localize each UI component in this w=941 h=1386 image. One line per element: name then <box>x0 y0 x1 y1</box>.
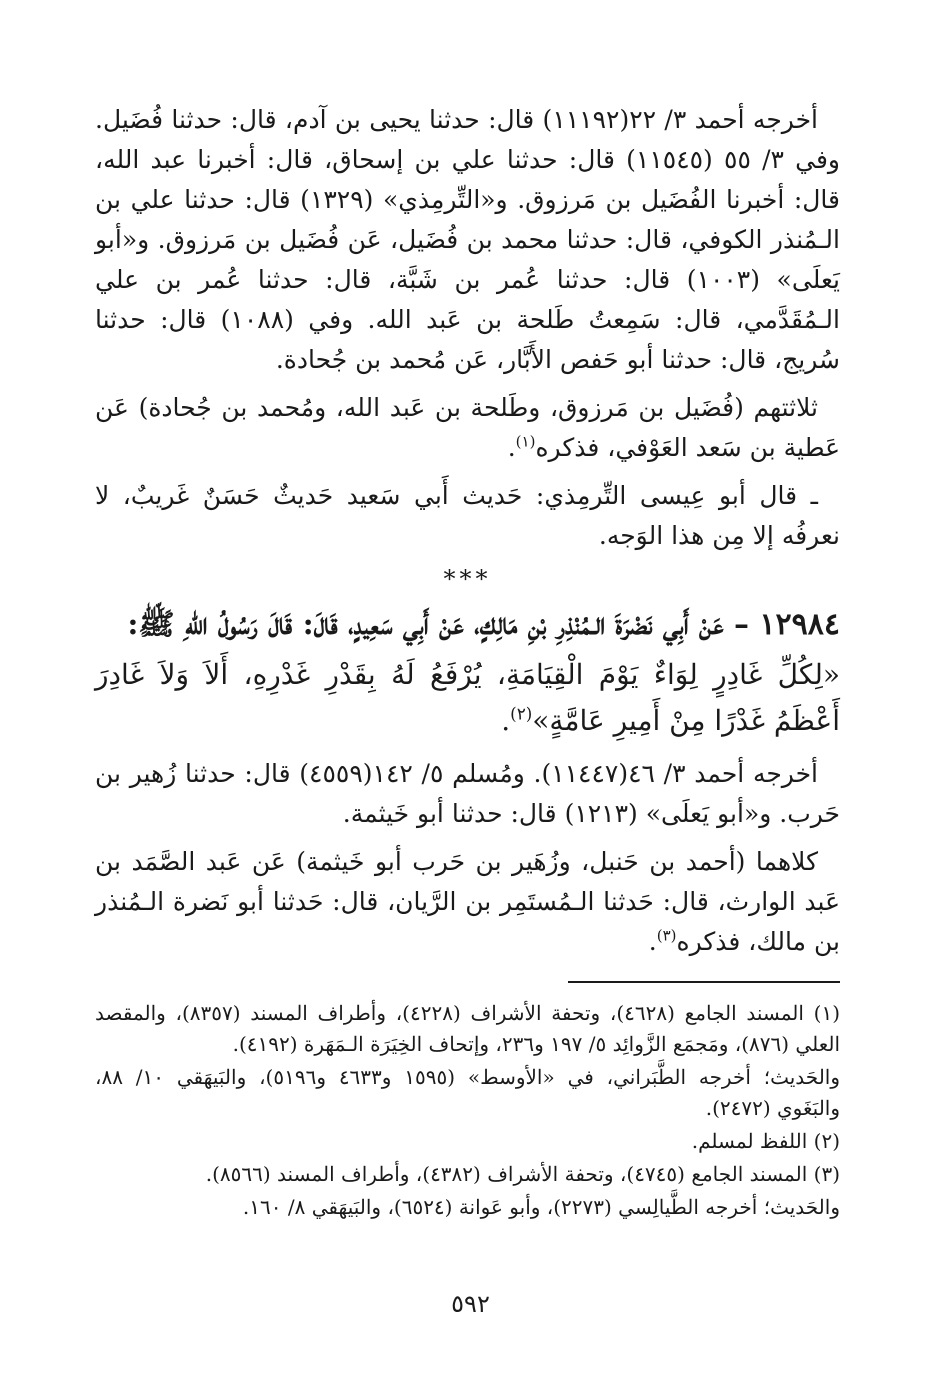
paragraph-2-text: ثلاثتهم (فُضَيل بن مَرزوق، وطَلحة بن عَبد الله، ومُحمد بن جُحادة) عَن عَطية بن سَعد العَوْفي، فذكره <box>95 393 840 462</box>
section-separator: *** <box>443 565 492 593</box>
footnote-1: (١) المسند الجامع (٤٦٢٨)، وتحفة الأشراف (٤٢٢٨)، وأطراف المسند (٨٣٥٧)، والمقصد العلي (٨٧٦)، ومَجمَع الزَّوائِد ٥/ ١٩٧ و٢٣٦، وإتحاف الخِيَرَة الـمَهَرة (٤١٩٢). <box>95 1001 841 1056</box>
footnote-ref-3[interactable]: (٣) <box>656 926 677 945</box>
takhrij-paragraph-4 <box>95 842 840 962</box>
takhrij-paragraph-1: أخرجه أحمد ٣/ ٢٢(١١١٩٢) قال: حدثنا يحيى بن آدم، قال: حدثنا فُضَيل. وفي ٣/ ٥٥ (١١٥٤٥) قال: حدثنا علي بن إسحاق، قال: أخبرنا عبد الله، قال: أخبرنا الفُضَيل بن مَرزوق. و«التِّرمِذي» (١٣٢٩) قال: حدثنا علي بن الـمُنذر الكوفي، قال: حدثنا محمد بن فُضَيل، عَن فُضَيل بن مَرزوق. و«أبو يَعلَى» (١٠٠٣) قال: حدثنا عُمر بن شَبَّة، قال: حدثنا عُمر بن علي الـمُقَدَّمي، قال: سَمِعتُ طَلحة بن عَبد الله. وفي (١٠٨٨) قال: حدثنا سُريج، قال: حدثنا أبو حَفص الأَبَّار، عَن مُحمد بن جُحادة. <box>95 105 841 374</box>
footnote-2: (٢) اللفظ لمسلم. <box>691 1129 840 1153</box>
footnote-ref-2[interactable]: (٢) <box>510 703 533 724</box>
takhrij-paragraph-2 <box>95 388 840 468</box>
footnote-ref-1[interactable]: (١) <box>515 432 536 451</box>
footnote-divider <box>568 981 840 983</box>
paragraph-2-end: . <box>507 433 516 462</box>
footnote-3-continuation: والحَديث؛ أخرجه الطَّيالِسي (٢٢٧٣)، وأبو عَوانة (٦٥٢٤)، والبَيهَقي ٨/ ١٦٠. <box>242 1195 840 1219</box>
takhrij-paragraph-3: أخرجه أحمد ٣/ ٤٦(١١٤٤٧). ومُسلم ٥/ ١٤٢(٤٥٥٩) قال: حدثنا زُهير بن حَرب. و«أبو يَعلَى» (١٢١٣) قال: حدثنا أبو خَيثمة. <box>95 759 840 828</box>
tirmidhi-comment: ـ قال أبو عِيسى التِّرمِذي: حَديث أَبي سَعيد حَديثٌ حَسَنٌ غَريبٌ، لا نعرفُه إلا مِن هذا الوَجه. <box>95 481 840 550</box>
hadith-matn: «لِكُلِّ غَادِرٍ لِوَاءٌ يَوْمَ الْقِيَامَةِ، يُرْفَعُ لَهُ بِقَدْرِ غَدْرِهِ، أَلاَ وَلاَ غَادِرَ أَعْظَمُ غَدْرًا مِنْ أَمِيرِ عَامَّةٍ» <box>95 658 840 737</box>
page-number: ٥٩٢ <box>451 1290 490 1318</box>
main-text <box>95 100 840 970</box>
footnote-3: (٣) المسند الجامع (٤٧٤٥)، وتحفة الأشراف (٤٣٨٢)، وأطراف المسند (٨٥٦٦). <box>205 1162 840 1186</box>
footnote-1-continuation: والحَديث؛ أخرجه الطَّبَراني، في «الأوسط» (١٥٩٥ و٤٦٣٣ و٥١٩٦)، والبَيهَقي ١٠/ ٨٨، والبَغَوي (٢٤٧٢). <box>95 1065 840 1120</box>
paragraph-5-text: كلاهما (أحمد بن حَنبل، وزُهَير بن حَرب أبو خَيثمة) عَن عَبد الصَّمَد بن عَبد الوارث، قال: حَدثنا الـمُستَمِر بن الرَّيان، قال: حَدثنا أبو نَضرة الـمُنذر بن مالك، فذكره <box>95 847 840 956</box>
footnotes <box>95 998 840 1225</box>
hadith-text <box>95 652 840 744</box>
hadith-heading: ١٢٩٨٤ – عَنْ أَبِي نَضْرَةَ الـمُنْذِرِ بْنِ مَالِكٍ، عَنْ أَبِي سَعِيدٍ، قَالَ: قَالَ رَسُولُ اللهِ ﷺ: <box>127 607 840 642</box>
hadith-end: . <box>501 704 511 737</box>
paragraph-5-end: . <box>648 927 657 956</box>
